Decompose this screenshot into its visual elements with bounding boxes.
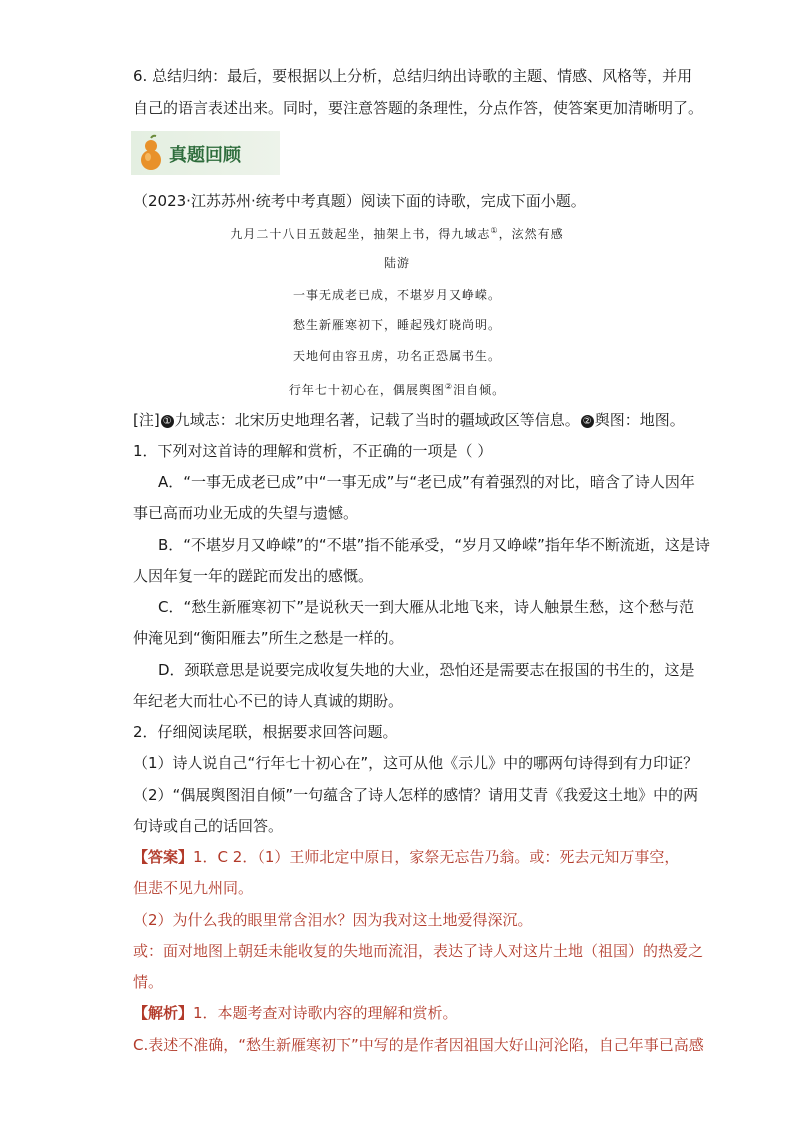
question-2-sub-1: （1）诗人说自己“行年七十初心在”，这可从他《示儿》中的哪两句诗得到有力印证？ — [133, 754, 699, 772]
question-2-stem: 2．仔细阅读尾联，根据要求回答问题。 — [133, 723, 398, 741]
poem-line-4 — [0, 378, 794, 399]
poem-line-1: 一事无成老已成，不堪岁月又峥嵘。 — [292, 288, 501, 302]
option-b-line-2: 人因年复一年的蹉跎而发出的感慨。 — [133, 567, 374, 585]
answer-line-3: （2）为什么我的眼里常含泪水？因为我对这土地爱得深沉。 — [133, 911, 533, 929]
option-d-line-1: D．颈联意思是说要完成收复失地的大业，恐怕还是需要志在报国的书生的，这是 — [158, 661, 695, 679]
option-c-line-1: C．“愁生新雁寒初下”是说秋天一到大雁从北地飞来，诗人触景生愁，这个愁与范 — [158, 598, 695, 616]
gourd-icon — [136, 134, 166, 172]
answer-line-1 — [133, 847, 679, 867]
answer-line-5: 情。 — [133, 973, 164, 991]
poem-line-2: 愁生新雁寒初下，睡起残灯晓尚明。 — [292, 318, 501, 332]
poem-line-4-mark: ② — [444, 382, 454, 391]
source-line: （2023·江苏苏州·统考中考真题）阅读下面的诗歌，完成下面小题。 — [133, 192, 586, 210]
intro-line-1: 6. 总结归纳：最后，要根据以上分析，总结归纳出诗歌的主题、情感、风格等，并用 — [133, 67, 693, 85]
note-text-1: 九域志：北宋历史地理名著，记载了当时的疆域政区等信息。 — [174, 411, 580, 429]
question-2-sub-2-line-2: 句诗或自己的话回答。 — [133, 817, 284, 835]
answer-line-2: 但悲不见九州同。 — [133, 879, 254, 897]
answer-line-4: 或：面对地图上朝廷未能收复的失地而流泪，表达了诗人对这片土地（祖国）的热爱之 — [133, 942, 704, 960]
poem-title-main: 九月二十八日五鼓起坐，抽架上书，得九域志 — [230, 227, 491, 241]
poem-title-tail: ，泫然有感 — [498, 227, 564, 241]
option-c-line-2: 仲淹见到“衡阳雁去”所生之愁是一样的。 — [133, 629, 404, 647]
analysis-line-2: C.表述不准确，“愁生新雁寒初下”中写的是作者因祖国大好山河沦陷，自己年事已高感 — [133, 1036, 704, 1054]
banner-title: 真题回顾 — [169, 145, 241, 166]
poem-line-3: 天地何由容丑虏，功名正恐属书生。 — [292, 349, 501, 363]
poem-title — [0, 222, 794, 243]
option-b-line-1: B．“不堪岁月又峥嵘”的“不堪”指不能承受，“岁月又峥嵘”指年华不断流逝，这是诗 — [158, 536, 710, 554]
poem-author: 陆游 — [383, 256, 410, 270]
question-1-stem: 1．下列对这首诗的理解和赏析，不正确的一项是（ ） — [133, 442, 493, 460]
option-a-line-1: A．“一事无成老已成”中“一事无成”与“老已成”有着强烈的对比，暗含了诗人因年 — [158, 473, 695, 491]
answer-label: 【答案】 — [133, 848, 194, 866]
option-a-line-2: 事已高而功业无成的失望与遗憾。 — [133, 504, 359, 522]
note-line — [133, 410, 685, 430]
note-text-2: 舆图：地图。 — [594, 411, 685, 429]
analysis-line-1 — [133, 1003, 458, 1023]
answer-text-1: 1．C 2．（1）王师北定中原日，家祭无忘告乃翁。或：死去元知万事空， — [193, 848, 680, 866]
section-banner — [131, 131, 280, 175]
option-d-line-2: 年纪老大而壮心不已的诗人真诚的期盼。 — [133, 692, 404, 710]
question-2-sub-2-line-1: （2）“偶展舆图泪自倾”一句蕴含了诗人怎样的感情？请用艾青《我爱这土地》中的两 — [133, 786, 699, 804]
poem-line-4-b: 泪自倾。 — [453, 383, 506, 397]
analysis-label: 【解析】 — [133, 1004, 194, 1022]
poem-line-4-a: 行年七十初心在，偶展舆图 — [288, 383, 445, 397]
analysis-text-1: 1．本题考查对诗歌内容的理解和赏析。 — [193, 1004, 458, 1022]
poem-title-mark: ① — [490, 226, 499, 235]
note-prefix: [注] — [133, 411, 160, 429]
note-number-1: ① — [161, 415, 174, 428]
note-number-2: ② — [581, 415, 594, 428]
intro-line-2: 自己的语言表述出来。同时，要注意答题的条理性，分点作答，使答案更加清晰明了。 — [133, 99, 704, 117]
